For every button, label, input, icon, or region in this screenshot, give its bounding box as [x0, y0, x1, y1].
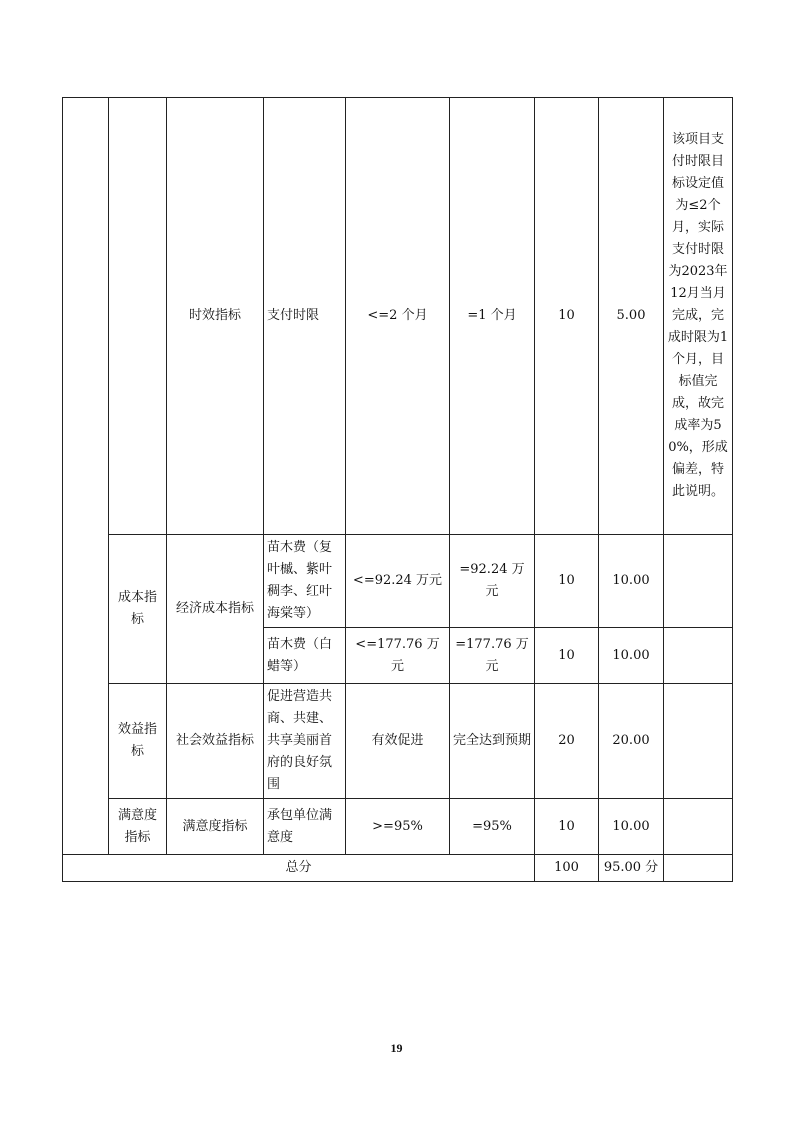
actual-cell: =95% [450, 799, 535, 855]
target-cell: <=177.76 万元 [346, 628, 450, 684]
group-cell [109, 98, 167, 535]
weight-cell: 10 [535, 799, 599, 855]
actual-cell: =92.24 万元 [450, 535, 535, 628]
table-row-total [63, 855, 733, 882]
category-cell: 时效指标 [167, 98, 264, 535]
weight-cell: 20 [535, 684, 599, 799]
target-cell: >=95% [346, 799, 450, 855]
score-cell: 5.00 [599, 98, 664, 535]
total-score-cell: 95.00 分 [599, 855, 664, 882]
indicator-cell: 承包单位满意度 [264, 799, 346, 855]
total-label-cell: 总分 [63, 855, 535, 882]
score-cell: 10.00 [599, 799, 664, 855]
actual-cell: =1 个月 [450, 98, 535, 535]
table-row-benefit [63, 684, 733, 799]
page-number: 19 [390, 1041, 403, 1055]
indicator-cell: 苗木费（白蜡等） [264, 628, 346, 684]
group-cell: 满意度指标 [109, 799, 167, 855]
indicator-cell: 支付时限 [264, 98, 346, 535]
weight-cell: 10 [535, 98, 599, 535]
table-row-cost-1 [63, 535, 733, 628]
note-cell [664, 535, 733, 628]
indicator-cell: 苗木费（复叶槭、紫叶稠李、红叶海棠等） [264, 535, 346, 628]
target-cell: <=92.24 万元 [346, 535, 450, 628]
total-note-cell [664, 855, 733, 882]
weight-cell: 10 [535, 628, 599, 684]
note-cell: 该项目支付时限目标设定值为≤2个月，实际支付时限为2023年12月当月完成，完成时限为1个月，目标值完成，故完成率为50%，形成偏差，特此说明。 [664, 98, 733, 535]
note-cell [664, 799, 733, 855]
note-cell [664, 628, 733, 684]
performance-table [62, 97, 733, 882]
target-cell: <=2 个月 [346, 98, 450, 535]
weight-cell: 10 [535, 535, 599, 628]
score-cell: 10.00 [599, 535, 664, 628]
group-cell: 效益指标 [109, 684, 167, 799]
score-cell: 10.00 [599, 628, 664, 684]
category-cell: 满意度指标 [167, 799, 264, 855]
indicator-cell: 促进营造共商、共建、共享美丽首府的良好氛围 [264, 684, 346, 799]
actual-cell: =177.76 万元 [450, 628, 535, 684]
score-cell: 20.00 [599, 684, 664, 799]
total-weight-cell: 100 [535, 855, 599, 882]
table-row-satisfaction [63, 799, 733, 855]
group-cell: 成本指标 [109, 535, 167, 684]
target-cell: 有效促进 [346, 684, 450, 799]
note-cell [664, 684, 733, 799]
table-row-timeliness [63, 98, 733, 535]
category-cell: 社会效益指标 [167, 684, 264, 799]
level1-cell [63, 98, 109, 855]
category-cell: 经济成本指标 [167, 535, 264, 684]
actual-cell: 完全达到预期 [450, 684, 535, 799]
